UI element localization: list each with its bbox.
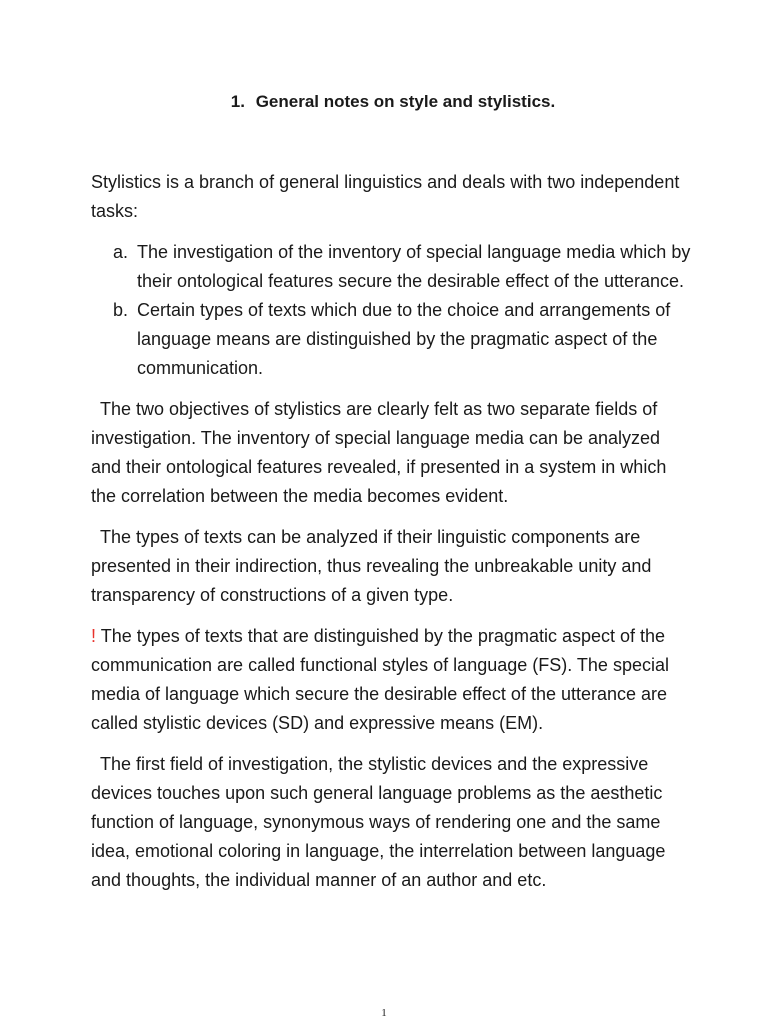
list-marker: a.	[113, 242, 129, 262]
section-heading	[91, 88, 691, 116]
document-body	[91, 88, 691, 907]
list-marker: b.	[113, 300, 129, 320]
list-item-text: Certain types of texts which due to the choice and arrangements of language means are distinguished by the pragmatic aspect of the communication.	[137, 300, 671, 378]
section-number: 1.	[230, 92, 245, 111]
section-title: General notes on style and stylistics.	[255, 92, 556, 111]
tasks-list	[91, 238, 691, 383]
paragraph-functional-styles	[91, 622, 691, 738]
page-number: 1	[381, 1007, 387, 1019]
intro-paragraph: Stylistics is a branch of general linguistics and deals with two independent tasks:	[91, 172, 680, 221]
list-item-text: The investigation of the inventory of special language media which by their ontological features secure the desirable effect of the utterance.	[137, 242, 691, 291]
exclamation-mark: !	[91, 626, 97, 646]
paragraph-functional-styles-text: The types of texts that are distinguished by the pragmatic aspect of the communication are called functional styles of language (FS). The special media of language which secure the desirable effect of the utterance are called stylistic devices (SD) and expressive means (EM).	[91, 626, 669, 733]
paragraph-text-types: The types of texts can be analyzed if their linguistic components are presented in their indirection, thus revealing the unbreakable unity and transparency of constructions of a given type.	[91, 527, 652, 605]
list-item	[113, 238, 691, 296]
paragraph-first-field: The first field of investigation, the stylistic devices and the expressive devices touches upon such general language problems as the aesthetic function of language, synonymous ways of rendering one and the same idea, emotional coloring in language, the interrelation between language and thoughts, the individual manner of an author and etc.	[91, 754, 666, 890]
paragraph-objectives: The two objectives of stylistics are clearly felt as two separate fields of investigation. The inventory of special language media can be analyzed and their ontological features revealed, if presented in a system in which the correlation between the media becomes evident.	[91, 399, 667, 506]
list-item	[113, 296, 691, 383]
